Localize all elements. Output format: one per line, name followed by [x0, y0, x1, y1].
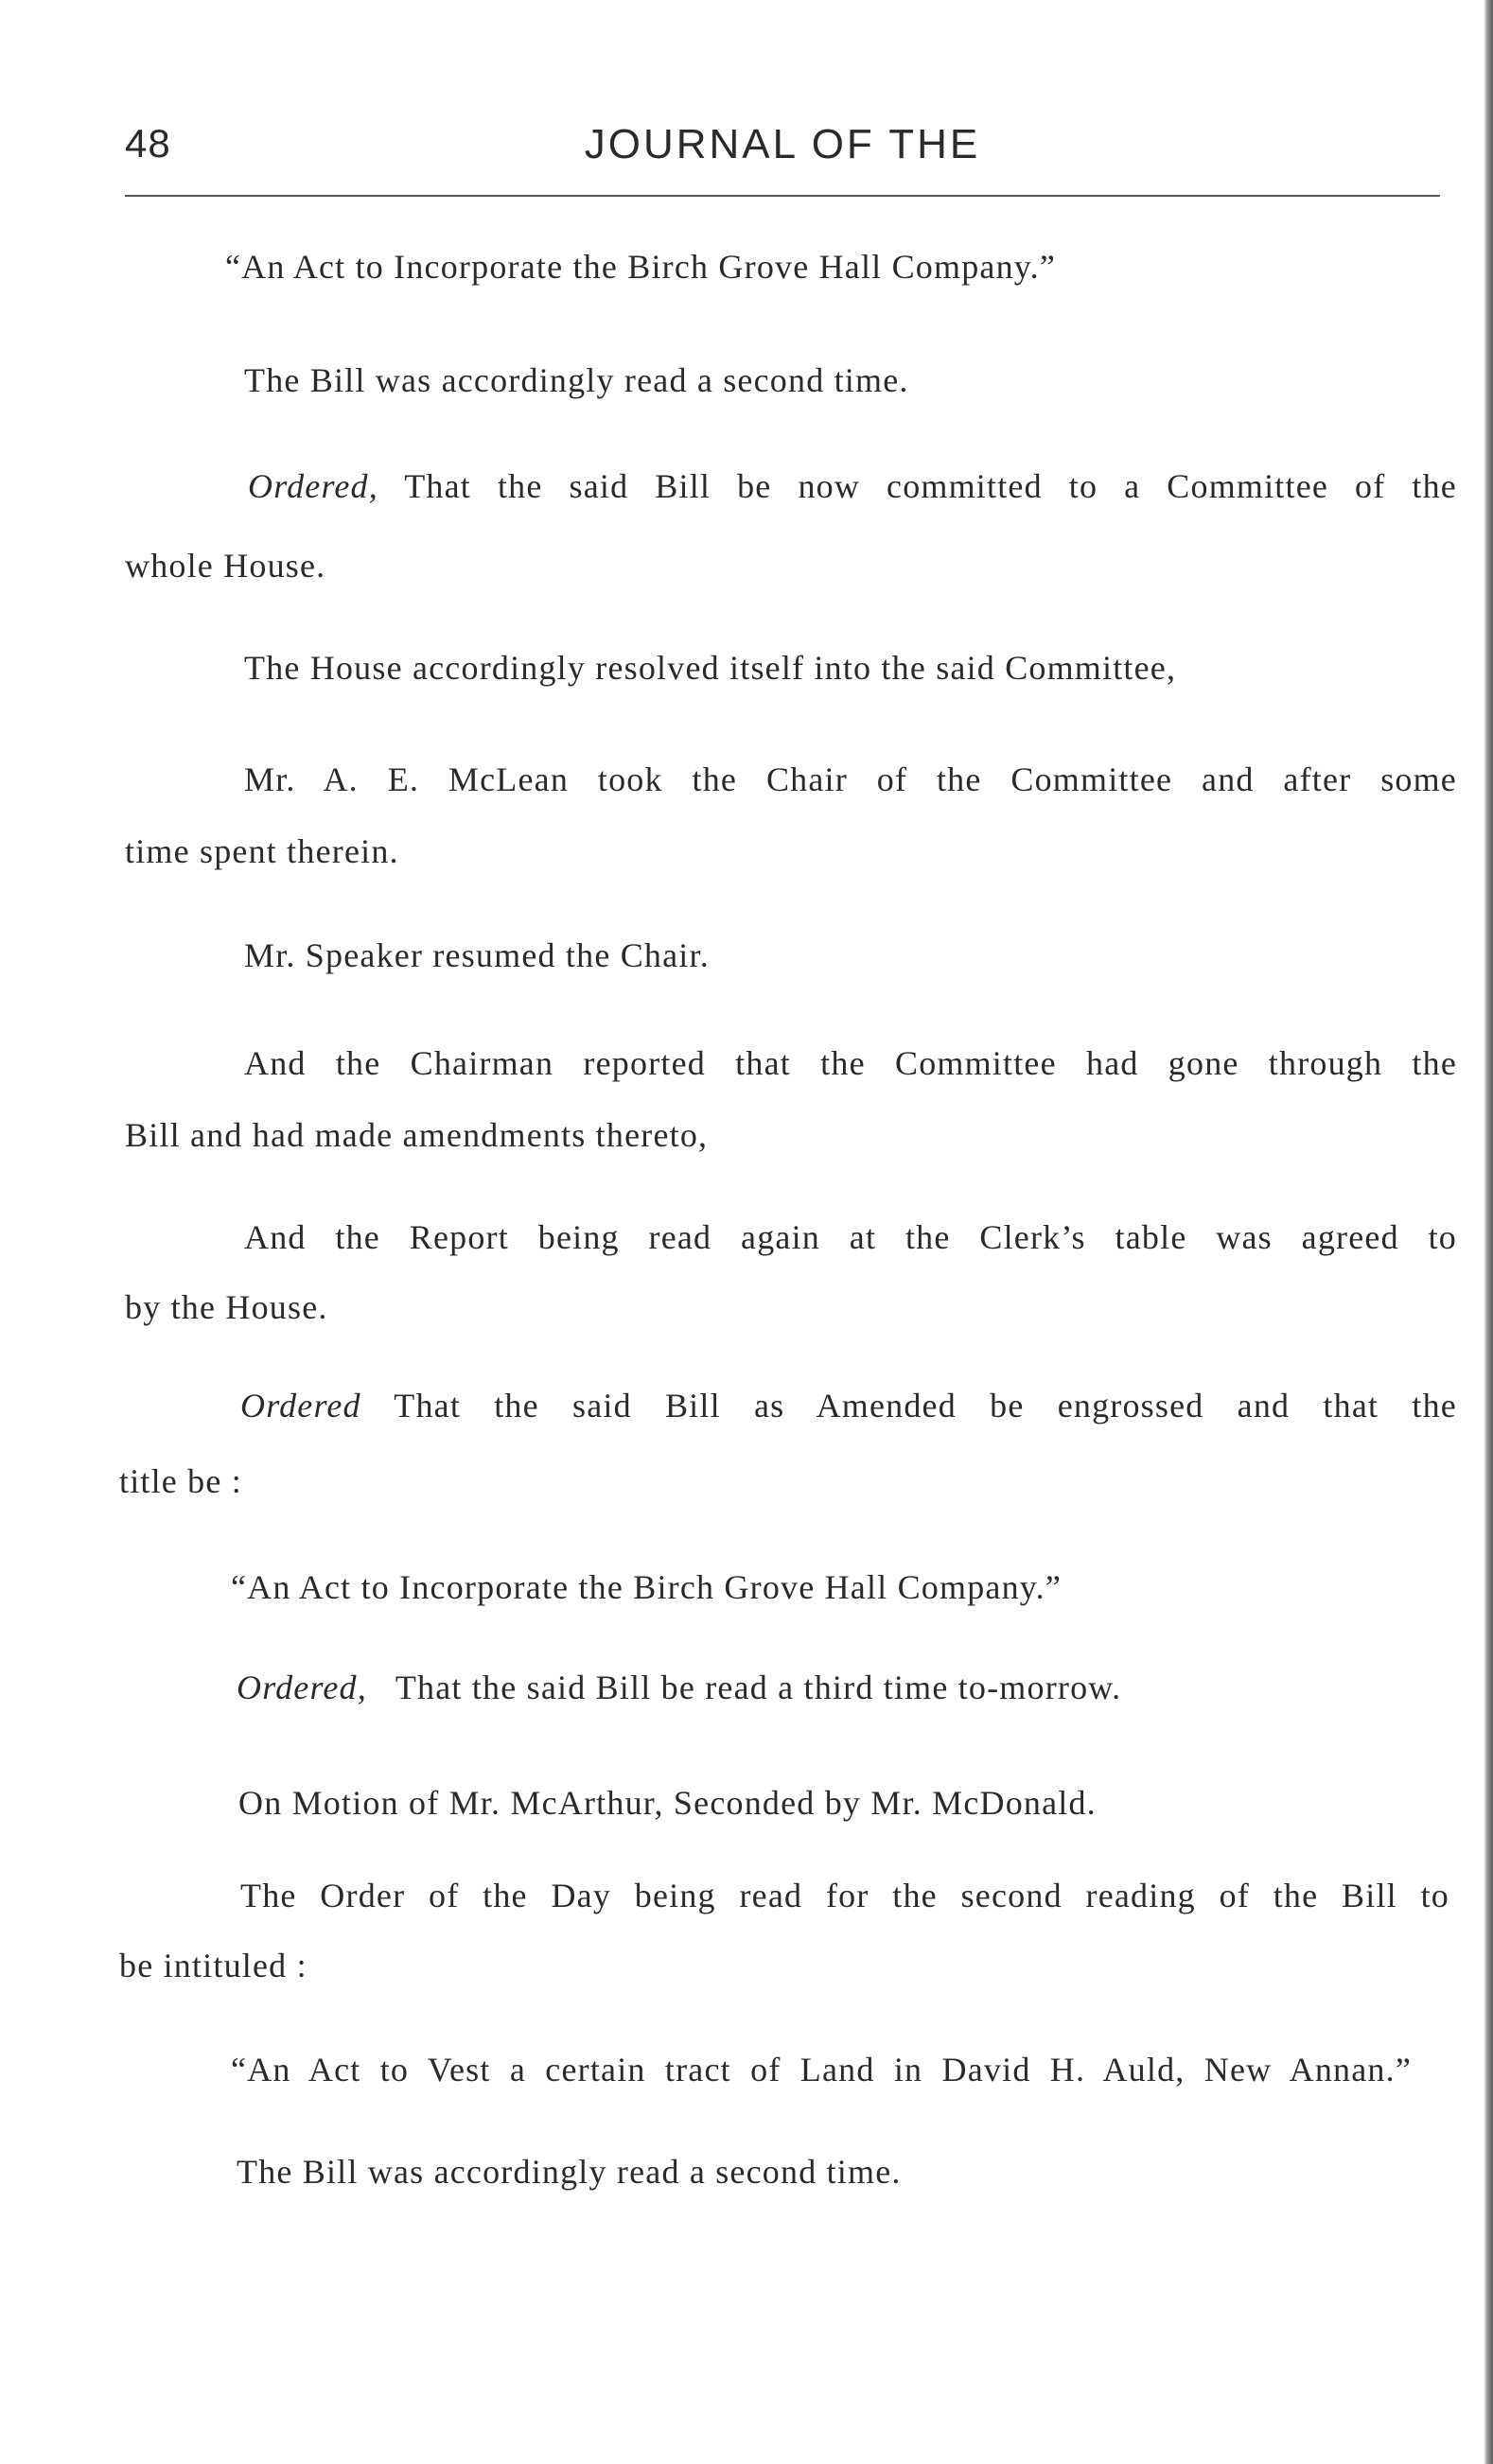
ordered-label: Ordered, — [237, 1669, 367, 1706]
ordered-label: Ordered — [240, 1387, 361, 1424]
speaker-resumed-line: Mr. Speaker resumed the Chair. — [244, 936, 710, 974]
mclean-chair-line1: Mr. A. E. McLean took the Chair of the Committee and after some — [244, 760, 1457, 798]
house-resolved-line: The House accordingly resolved itself into the said Committee, — [244, 649, 1177, 687]
ordered-engrossed-line1 — [240, 1385, 1457, 1426]
page-edge-shadow — [1484, 0, 1493, 2464]
order-of-day-line2: be intituled : — [119, 1947, 307, 1984]
report-agreed-line2: by the House. — [125, 1288, 328, 1326]
ordered-committed-line1 — [248, 465, 1457, 507]
ordered-committed-text: That the said Bill be now committed to a Committee of the — [404, 467, 1457, 505]
chairman-reported-line2: Bill and had made amendments thereto, — [125, 1116, 709, 1154]
ordered-label: Ordered, — [248, 467, 378, 505]
mclean-chair-line2: time spent therein. — [125, 832, 399, 870]
report-agreed-line1: And the Report being read again at the Clerk’s table was agreed to — [244, 1218, 1457, 1256]
ordered-engrossed-text: That the said Bill as Amended be engrossed and that the — [394, 1387, 1457, 1424]
ordered-committed-line2: whole House. — [125, 547, 326, 585]
page-header — [125, 121, 1440, 178]
act-title-birch-grove: “An Act to Incorporate the Birch Grove Hall Company.” — [225, 248, 1057, 286]
motion-line: On Motion of Mr. McArthur, Seconded by Mr. McDonald. — [238, 1784, 1097, 1822]
ordered-engrossed-line2: title be : — [119, 1462, 242, 1500]
running-head: JOURNAL OF THE — [584, 121, 981, 167]
act-title-birch-grove-repeat: “An Act to Incorporate the Birch Grove Hall Company.” — [231, 1568, 1063, 1606]
second-reading-line-final: The Bill was accordingly read a second time. — [237, 2153, 902, 2191]
second-reading-line: The Bill was accordingly read a second time. — [244, 361, 909, 399]
page-number: 48 — [125, 121, 171, 166]
header-rule — [125, 195, 1440, 197]
act-title-auld: “An Act to Vest a certain tract of Land in David H. Auld, New Annan.” — [231, 2051, 1412, 2088]
chairman-reported-line1: And the Chairman reported that the Committee had gone through the — [244, 1044, 1457, 1082]
order-of-day-line1: The Order of the Day being read for the second reading of the Bill to — [240, 1877, 1449, 1914]
ordered-third-reading-line — [237, 1667, 1121, 1708]
ordered-third-reading-text: That the said Bill be read a third time to-morrow. — [395, 1669, 1122, 1706]
